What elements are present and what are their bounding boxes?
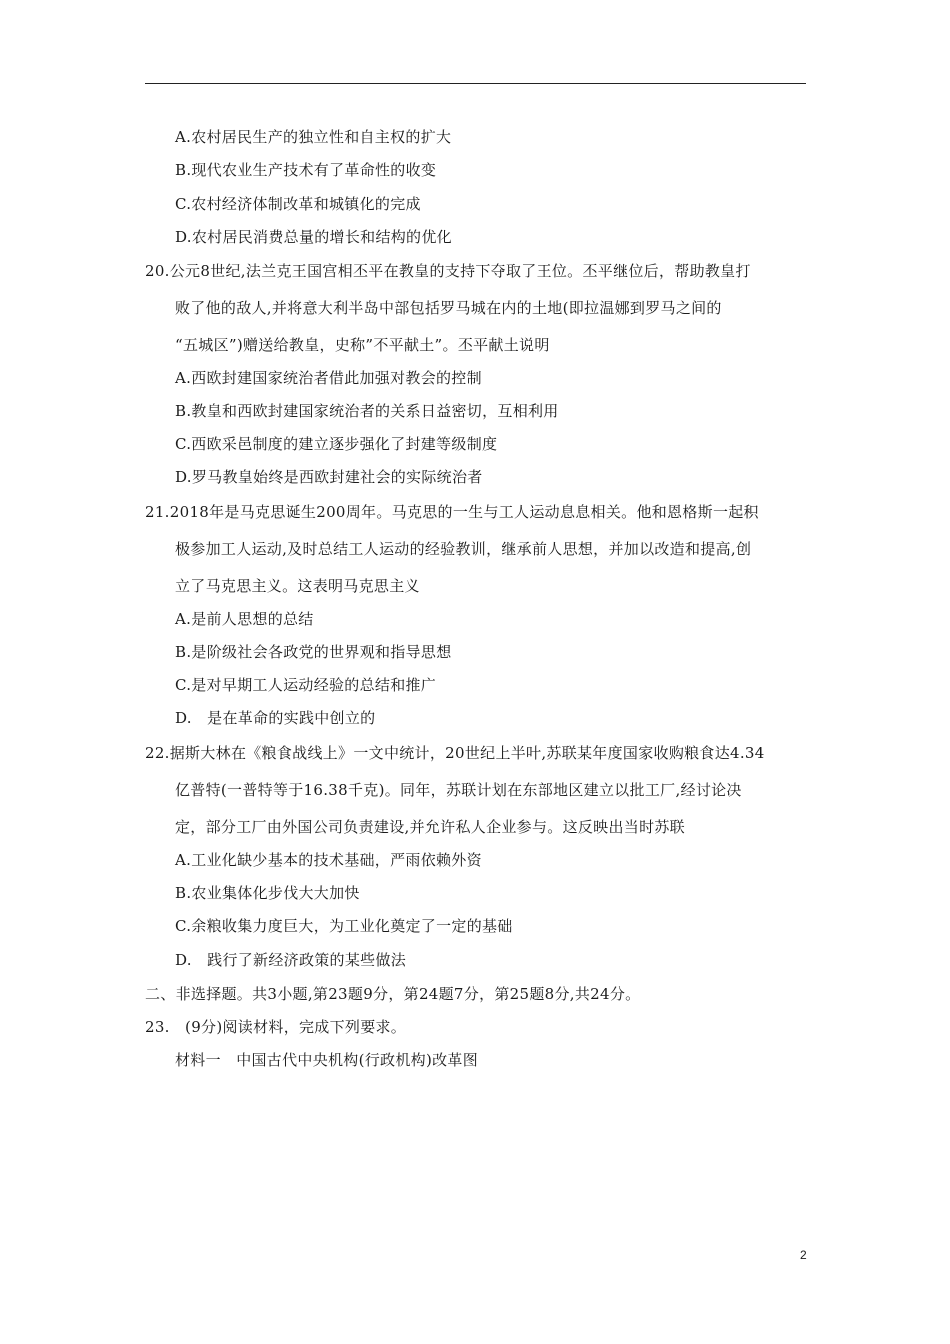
header-rule xyxy=(145,83,806,84)
q19-option-b: B.现代农业生产技术有了革命性的收变 xyxy=(175,161,437,179)
q20-stem-line-2: 败了他的敌人,并将意大利半岛中部包括罗马城在内的土地(即拉温娜到罗马之间的 xyxy=(175,299,722,317)
page-number: 2 xyxy=(800,1248,807,1262)
q21-option-b: B.是阶级社会各政党的世界观和指导思想 xyxy=(175,643,452,661)
section2-heading: 二、非选择题。共3小题,第23题9分，第24题7分，第25题8分,共24分。 xyxy=(145,985,641,1003)
q22-stem-line-2: 亿普特(一普特等于16.38千克)。同年，苏联计划在东部地区建立以批工厂,经讨论决 xyxy=(175,781,742,799)
q20-option-c: C.西欧采邑制度的建立逐步强化了封建等级制度 xyxy=(175,435,498,453)
q23-title: 23. (9分)阅读材料，完成下列要求。 xyxy=(145,1018,407,1036)
q22-option-b: B.农业集体化步伐大大加快 xyxy=(175,884,360,902)
q22-option-c: C.余粮收集力度巨大，为工业化奠定了一定的基础 xyxy=(175,917,513,935)
q22-option-a: A.工业化缺少基本的技术基础，严雨依赖外资 xyxy=(175,851,482,869)
q20-stem-line-3: “五城区”)赠送给教皇，史称”不平献土”。丕平献土说明 xyxy=(175,336,550,354)
q22-stem-line-1: 22.据斯大林在《粮食战线上》一文中统计，20世纪上半叶,苏联某年度国家收购粮食达4.34 xyxy=(145,744,765,762)
material-1-caption: 材料一 中国古代中央机构(行政机构)改革图 xyxy=(175,1051,479,1069)
q19-option-d: D.农村居民消费总量的增长和结构的优化 xyxy=(175,228,452,246)
q21-stem-line-2: 极参加工人运动,及时总结工人运动的经验教训，继承前人思想，并加以改造和提高,创 xyxy=(175,540,752,558)
q20-option-a: A.西欧封建国家统治者借此加强对教会的控制 xyxy=(175,369,482,387)
q22-stem-line-3: 定，部分工厂由外国公司负责建设,并允许私人企业参与。这反映出当时苏联 xyxy=(175,818,685,836)
q21-stem-line-1: 21.2018年是马克思诞生200周年。马克思的一生与工人运动息息相关。他和恩格斯一起积 xyxy=(145,503,759,521)
q21-option-a: A.是前人思想的总结 xyxy=(175,610,314,628)
q19-option-a: A.农村居民生产的独立性和自主权的扩大 xyxy=(175,128,452,146)
q20-stem-line-1: 20.公元8世纪,法兰克王国宫相丕平在教皇的支持下夺取了王位。丕平继位后，帮助教皇打 xyxy=(145,262,751,280)
q21-option-d: D. 是在革命的实践中创立的 xyxy=(175,709,376,727)
q20-option-d: D.罗马教皇始终是西欧封建社会的实际统治者 xyxy=(175,468,483,486)
q22-option-d: D. 践行了新经济政策的某些做法 xyxy=(175,951,407,969)
q19-option-c: C.农村经济体制改革和城镇化的完成 xyxy=(175,195,421,213)
q21-option-c: C.是对早期工人运动经验的总结和推广 xyxy=(175,676,437,694)
q20-option-b: B.教皇和西欧封建国家统治者的关系日益密切，互相利用 xyxy=(175,402,559,420)
q21-stem-line-3: 立了马克思主义。这表明马克思主义 xyxy=(175,577,420,595)
